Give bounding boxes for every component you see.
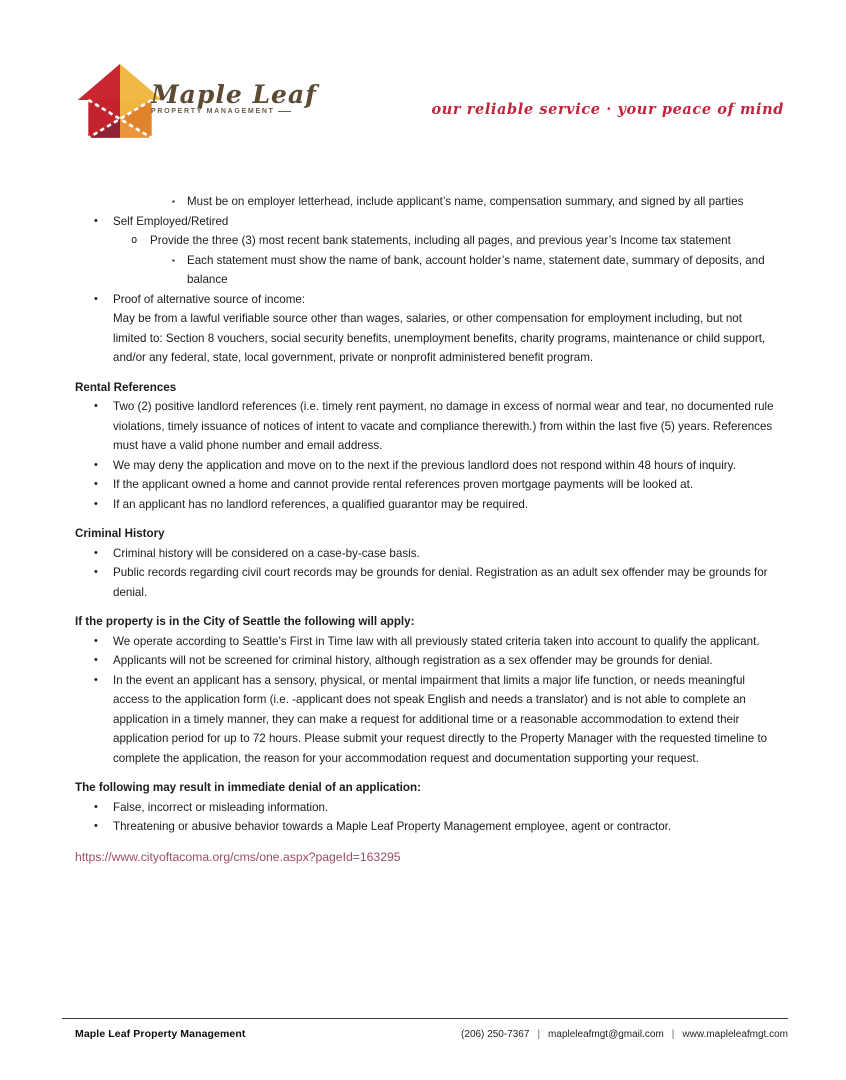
section-heading: The following may result in immediate denial of an application: <box>75 781 421 794</box>
section-criminal-history <box>75 524 775 602</box>
list-item <box>75 212 775 232</box>
brand-subtitle-label: PROPERTY MANAGEMENT <box>151 108 275 115</box>
list-item <box>75 456 775 476</box>
disc-bullet-icon: • <box>94 400 98 412</box>
brand-subtitle <box>151 108 301 115</box>
list-item-continuation <box>75 309 775 368</box>
footer-contact <box>461 1029 788 1040</box>
list-item <box>75 632 775 652</box>
brand-name: Maple Leaf <box>151 80 317 109</box>
circle-bullet-icon: o <box>131 234 138 246</box>
section-heading: If the property is in the City of Seattle the following will apply: <box>75 615 415 628</box>
footer-separator: | <box>671 1029 675 1040</box>
disc-bullet-icon: • <box>94 214 98 227</box>
list-item <box>75 192 775 212</box>
section-immediate-denial <box>75 778 775 837</box>
list-item-text: Each statement must show the name of bank, account holder’s name, statement date, summary of deposits, and balance <box>187 253 765 286</box>
footer-website: www.mapleleafmgt.com <box>682 1029 788 1040</box>
list-item <box>75 475 775 495</box>
list-item-text: Public records regarding civil court records may be grounds for denial. Registration as an adult sex offender may be grounds for denial. <box>113 566 768 599</box>
list-item <box>75 544 775 564</box>
disc-bullet-icon: • <box>94 497 98 510</box>
disc-bullet-icon: • <box>94 546 98 559</box>
disc-bullet-icon: • <box>94 292 98 305</box>
list-item <box>75 671 775 769</box>
footer-email: mapleleafmgt@gmail.com <box>548 1029 664 1040</box>
square-bullet-icon: ▪ <box>172 255 175 265</box>
list-item-text: Self Employed/Retired <box>113 214 229 228</box>
list-item <box>75 495 775 515</box>
company-logo-text <box>151 80 317 115</box>
square-bullet-icon: ▪ <box>172 197 175 206</box>
disc-bullet-icon: • <box>94 478 98 490</box>
disc-bullet-icon: • <box>94 654 98 666</box>
list-item-text: If an applicant has no landlord references, a qualified guarantor may be required. <box>113 497 529 511</box>
footer-phone: (206) 250-7367 <box>461 1029 530 1040</box>
list-item-text: We operate according to Seattle’s First in Time law with all previously stated criteria taken into account to qualify the applicant. <box>113 634 760 648</box>
list-item <box>75 651 775 671</box>
list-item-text: We may deny the application and move on to the next if the previous landlord does not respond within 48 hours of inquiry. <box>113 458 736 472</box>
section-seattle-rules <box>75 612 775 768</box>
list-item <box>75 231 775 251</box>
list-item <box>75 798 775 818</box>
list-item-text: False, incorrect or misleading information. <box>113 800 329 814</box>
list-item-text: May be from a lawful verifiable source other than wages, salaries, or other compensation for employment including, but not limited to: Section 8 vouchers, social security benefits, unemployment benefits, charity programs, maintenance or child support, and/or any federal, state, local government, private or nonprofit administered benefit program. <box>113 312 766 364</box>
no-bullet <box>94 309 113 368</box>
list-item <box>75 397 775 456</box>
income-proof-list <box>75 192 775 368</box>
section-rental-references <box>75 378 775 515</box>
footer-company: Maple Leaf Property Management <box>75 1028 246 1040</box>
list-item-text: If the applicant owned a home and cannot provide rental references proven mortgage payments will be looked at. <box>113 478 694 491</box>
page-footer <box>62 1018 788 1040</box>
disc-bullet-icon: • <box>94 634 98 647</box>
footer-separator: | <box>537 1029 541 1040</box>
list-item <box>75 251 775 290</box>
list-item-text: Provide the three (3) most recent bank statements, including all pages, and previous year’s Income tax statement <box>150 234 731 247</box>
list-item-text: Must be on employer letterhead, include applicant’s name, compensation summary, and signed by all parties <box>187 195 744 208</box>
list-item-text: Proof of alternative source of income: <box>113 292 306 306</box>
cityoftacoma-link[interactable]: https://www.cityoftacoma.org/cms/one.aspx?pageId=163295 <box>75 849 401 864</box>
list-item <box>75 290 775 310</box>
document-body <box>75 192 775 867</box>
disc-bullet-icon: • <box>94 820 98 832</box>
list-item-text: In the event an applicant has a sensory, physical, or mental impairment that limits a major life function, or needs meaningful access to the application form (i.e. -applicant does not speak English and needs a translator) and is not able to complete an application in a timely manner, they can make a request for additional time or a reasonable accommodation to extend their application period for up to 72 hours. Please submit your request directly to the Property Manager with the requested timeline to complete the application, the reason for your accommodation request and documentation supporting your request. <box>113 673 768 765</box>
disc-bullet-icon: • <box>94 458 98 471</box>
list-item <box>75 817 775 837</box>
disc-bullet-icon: • <box>94 673 98 686</box>
disc-bullet-icon: • <box>94 800 98 813</box>
section-heading: Criminal History <box>75 527 165 540</box>
disc-bullet-icon: • <box>94 566 98 578</box>
list-item-text: Criminal history will be considered on a case-by-case basis. <box>113 546 420 560</box>
section-heading: Rental References <box>75 380 177 394</box>
list-item-text: Threatening or abusive behavior towards a Maple Leaf Property Management employee, agent or contractor. <box>113 820 672 833</box>
list-item-text: Two (2) positive landlord references (i.e. timely rent payment, no damage in excess of normal wear and tear, no documented rule violations, timely issuance of notices of intent to vacate and compliance therewith.) from within the last five (5) years. References must have a valid phone number and email address. <box>113 400 774 452</box>
brand-tagline: our reliable service · your peace of mind <box>431 101 784 118</box>
list-item-text: Applicants will not be screened for criminal history, although registration as a sex offender may be grounds for denial. <box>113 654 713 667</box>
list-item <box>75 563 775 602</box>
